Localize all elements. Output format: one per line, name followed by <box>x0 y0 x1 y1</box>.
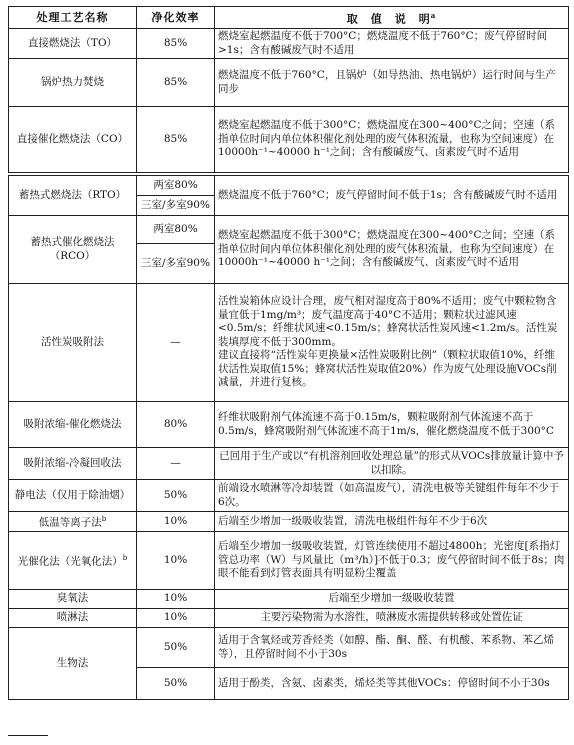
row-name <box>9 512 137 532</box>
row-desc: 后端至少增加一级吸收装置，清洗电极组件每年不少于6次 <box>215 512 569 532</box>
header-value-desc <box>215 7 569 29</box>
table-row <box>9 402 569 448</box>
row-name-text: 低温等离子法 <box>38 516 102 529</box>
row-name: 锅炉热力焚烧 <box>9 59 137 107</box>
row-name-text: 光催化法（光氧化法） <box>17 555 123 568</box>
row-name: 喷淋法 <box>9 609 137 628</box>
table-row <box>9 448 569 480</box>
table-row <box>9 512 569 532</box>
row-name: 生物法 <box>9 628 137 700</box>
row-desc: 后端至少增加一级吸收装置，灯管连续使用不超过4800h；光密度[系指灯管总功率（W）与风量比（m³/h）]不低于0.3；废气停留时间不低于8s；肉眼不能看到灯管表面具有明显粉尘覆盖 <box>215 532 569 590</box>
row-eff: 三室/多室90% <box>137 244 215 284</box>
row-eff: 50% <box>137 628 215 668</box>
header-efficiency: 净化效率 <box>137 7 215 29</box>
row-eff: 10% <box>137 512 215 532</box>
table-row <box>9 29 569 59</box>
table-row <box>9 107 569 173</box>
table-row <box>9 480 569 512</box>
note-b: b <box>122 554 128 562</box>
voc-treatment-table <box>8 6 569 700</box>
row-name: 直接催化燃烧法（CO） <box>9 107 137 173</box>
header-row <box>9 7 569 29</box>
row-desc: 适用于含氧烃或芳香烃类（如醇、酯、酮、醛、有机酸、苯系物、苯乙烯等），且停留时间不小于30s <box>215 628 569 668</box>
header-method: 处理工艺名称 <box>9 7 137 29</box>
row-name: 蓄热式燃烧法（RTO） <box>9 176 137 216</box>
row-name: 静电法（仅用于除油烟） <box>9 480 137 512</box>
table-row <box>9 590 569 609</box>
row-name: 臭氧法 <box>9 590 137 609</box>
row-eff: 10% <box>137 590 215 609</box>
row-eff: 10% <box>137 609 215 628</box>
note-b: b <box>101 515 107 523</box>
table-row <box>9 176 569 196</box>
row-eff: 50% <box>137 668 215 700</box>
table-row <box>9 609 569 628</box>
header-note-a: a <box>430 10 437 20</box>
row-eff: 85% <box>137 59 215 107</box>
row-name: 直接燃烧法（TO） <box>9 29 137 59</box>
table-row <box>9 532 569 590</box>
row-desc: 主要污染物需为水溶性，喷淋废水需提供转移或处置佐证 <box>215 609 569 628</box>
row-desc: 纤维状吸附剂气体流速不高于0.15m/s，颗粒吸附剂气体流速不高于0.5m/s，蜂窝吸附剂气体流速不高于1m/s，催化燃烧温度不低于300°C <box>215 402 569 448</box>
row-desc: 适用于酚类，含氨、卤素类，烯烃类等其他VOCs：停留时间不小于30s <box>215 668 569 700</box>
row-desc <box>215 284 569 402</box>
table-row <box>9 628 569 668</box>
row-eff: 两室80% <box>137 176 215 196</box>
row-desc: 燃烧室起燃温度不低于700°C；燃烧温度不低于760°C；废气停留时间>1s；含有酸碱废气时不适用 <box>215 29 569 59</box>
row-eff: 85% <box>137 29 215 59</box>
row-eff: 10% <box>137 532 215 590</box>
row-desc: 燃烧室起燃温度不低于300°C；燃烧温度在300~400°C之间；空速（系指单位时间内单位体积催化剂处理的废气体积流量，也称为空间速度）在10000h⁻¹~40000 h⁻¹之间；含有酸碱废气、卤素废气时不适用 <box>215 216 569 284</box>
row-desc: 前端设水喷淋等冷却装置（如高温废气），清洗电极等关键组件每年不少于6次。 <box>215 480 569 512</box>
table-row <box>9 216 569 244</box>
row-desc: 燃烧温度不低于760°C，且锅炉（如导热油、热电锅炉）运行时间与生产同步 <box>215 59 569 107</box>
row-desc-part-2: 建议直接将“活性炭年更换量×活性炭吸附比例”（颗粒状取值10%，纤维状活性炭取值15%；蜂窝状活性炭取值20%）作为废气处理设施VOCs削减量，并进行复核。 <box>218 349 557 389</box>
table-row <box>9 284 569 402</box>
row-eff: 80% <box>137 402 215 448</box>
row-eff: — <box>137 448 215 480</box>
row-name: 蓄热式催化燃烧法（RCO） <box>9 216 137 284</box>
row-desc: 燃烧室起燃温度不低于300°C；燃烧温度在300~400°C之间；空速（系指单位时间内单位体积催化剂处理的废气体积流量，也称为空间速度）在10000h⁻¹~40000 h⁻¹之间；含有酸碱废气、卤素废气时不适用 <box>215 107 569 173</box>
row-eff: 三室/多室90% <box>137 196 215 216</box>
header-value-desc-text: 取 值 说 明 <box>346 12 431 26</box>
row-eff: 50% <box>137 480 215 512</box>
row-desc-part-1: 活性炭箱体应设计合理，废气相对湿度高于80%不适用；废气中颗粒物含量宜低于1mg/m³；废气温度高于40°C不适用；颗粒状过滤风速<0.5m/s；纤维状风速<0.15m/s；蜂窝状活性炭风速<1.2m/s。活性炭装填厚度不低于300mm。 <box>218 295 558 348</box>
row-eff: 两室80% <box>137 216 215 244</box>
row-eff: — <box>137 284 215 402</box>
row-desc: 燃烧温度不低于760°C；废气停留时间不低于1s；含有酸碱废气时不适用 <box>215 176 569 216</box>
row-name <box>9 532 137 590</box>
table-row <box>9 59 569 107</box>
row-name: 活性炭吸附法 <box>9 284 137 402</box>
row-desc: 后端至少增加一级吸收装置 <box>215 590 569 609</box>
row-eff: 85% <box>137 107 215 173</box>
row-desc: 已回用于生产或以“有机溶剂回收处理总量”的形式从VOCs排放量计算中予以扣除。 <box>215 448 569 480</box>
row-name: 吸附浓缩-催化燃烧法 <box>9 402 137 448</box>
row-name: 吸附浓缩-冷凝回收法 <box>9 448 137 480</box>
footnote-rule <box>8 735 48 740</box>
